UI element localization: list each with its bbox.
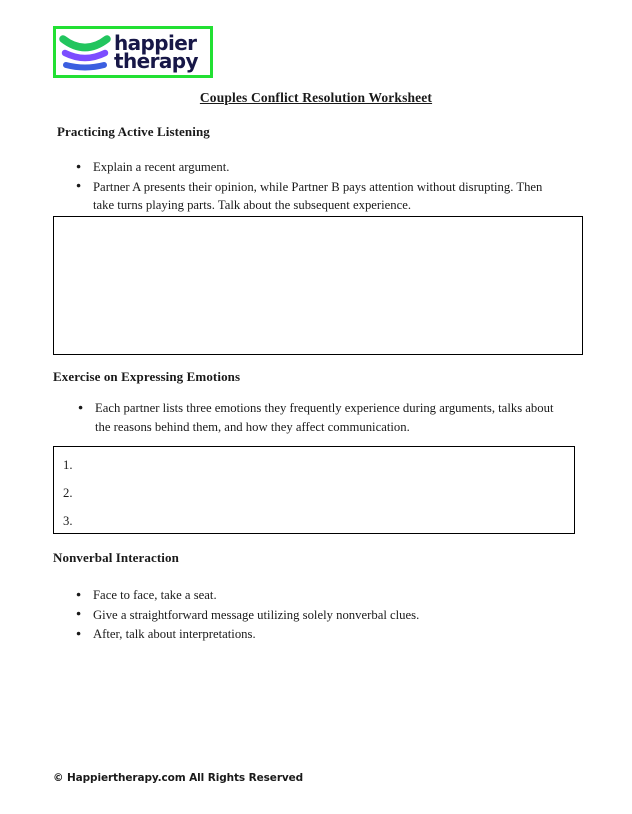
numbered-item-2[interactable]: 2. [63,486,73,500]
list-item: ● Give a straightforward message utilizing solely nonverbal clues. [76,606,556,625]
bullet-list-expressing-emotions [78,399,564,437]
section-heading-expressing-emotions: Exercise on Expressing Emotions [53,369,241,384]
footer-copyright: © Happiertherapy.com All Rights Reserved [53,772,304,784]
bullet-list-nonverbal-interaction [76,586,556,645]
section-heading-nonverbal-interaction: Nonverbal Interaction [53,550,179,565]
logo-word-line-2: therapy [114,49,198,73]
answer-box-active-listening[interactable] [53,216,583,355]
logo-wordmark [114,30,198,73]
answer-box-emotions-list[interactable] [53,446,575,534]
logo-word-line-1: happier [114,30,197,55]
list-item: ● After, talk about interpretations. [76,625,556,644]
numbered-answer-list [63,451,73,535]
list-item: ● Each partner lists three emotions they frequently experience during arguments, talks about the reasons behind them, and how they affect communication. [78,399,564,436]
list-item: ● Face to face, take a seat. [76,586,556,605]
brand-logo [53,26,213,78]
numbered-item-1[interactable]: 1. [63,458,73,472]
section-heading-active-listening: Practicing Active Listening [57,124,210,139]
stacked-arcs-logo-icon [59,30,111,74]
bullet-list-active-listening [76,158,560,216]
page-title: Couples Conflict Resolution Worksheet [199,90,433,105]
list-item: ● Partner A presents their opinion, while Partner B pays attention without disrupting. Then take turns playing parts. Talk about the subsequent experience. [76,178,560,215]
list-item: ● Explain a recent argument. [76,158,560,177]
numbered-item-3[interactable]: 3. [63,514,73,528]
